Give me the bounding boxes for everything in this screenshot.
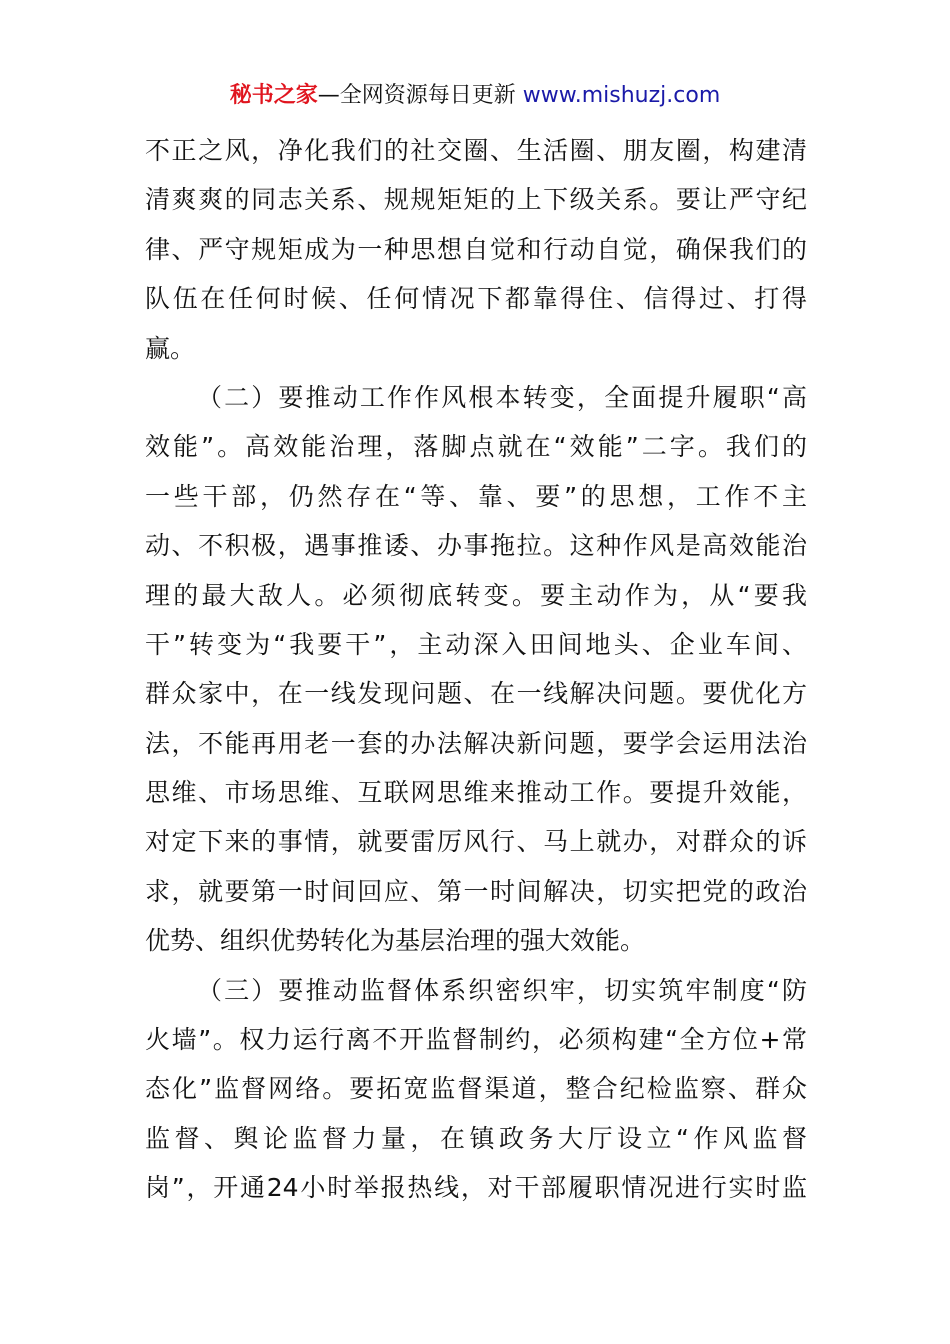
text-line: 岗”，开通24小时举报热线，对干部履职情况进行实时监 <box>145 1173 807 1203</box>
text-line: 效能”。高效能治理，落脚点就在“效能”二字。我们的 <box>145 432 807 462</box>
text-line: 求，就要第一时间回应、第一时间解决，切实把党的政治 <box>145 876 807 906</box>
text-line: 干”转变为“我要干”，主动深入田间地头、企业车间、 <box>145 629 807 659</box>
text-line: 思维、市场思维、互联网思维来推动工作。要提升效能， <box>145 778 807 808</box>
site-url-link[interactable]: www.mishuzj.com <box>522 83 721 108</box>
text-line: 理的最大敌人。必须彻底转变。要主动作为，从“要我 <box>145 580 807 610</box>
text-line: 清爽爽的同志关系、规规矩矩的上下级关系。要让严守纪 <box>145 185 807 215</box>
text-line: 动、不积极，遇事推诿、办事拖拉。这种作风是高效能治 <box>145 531 807 561</box>
text-line: 优势、组织优势转化为基层治理的强大效能。 <box>145 926 646 956</box>
paragraph-first-line: （三）要推动监督体系织密织牢，切实筑牢制度“防 <box>197 975 807 1005</box>
text-line: 群众家中，在一线发现问题、在一线解决问题。要优化方 <box>145 679 807 709</box>
text-line: 态化”监督网络。要拓宽监督渠道，整合纪检监察、群众 <box>145 1074 807 1104</box>
text-line: 法，不能再用老一套的办法解决新问题，要学会运用法治 <box>145 728 807 758</box>
paragraph-first-line: （二）要推动工作作风根本转变，全面提升履职“高 <box>197 382 807 412</box>
text-line: 监督、舆论监督力量，在镇政务大厅设立“作风监督 <box>145 1123 807 1153</box>
site-header <box>0 80 950 112</box>
text-line: 对定下来的事情，就要雷厉风行、马上就办，对群众的诉 <box>145 827 807 857</box>
site-brand: 秘书之家 <box>229 83 318 108</box>
text-line: 队伍在任何时候、任何情况下都靠得住、信得过、打得 <box>145 284 807 314</box>
document-body <box>145 126 807 1213</box>
text-line: 一些干部，仍然存在“等、靠、要”的思想，工作不主 <box>145 481 807 511</box>
text-line: 火墙”。权力运行离不开监督制约，必须构建“全方位+常 <box>145 1025 807 1055</box>
text-line: 律、严守规矩成为一种思想自觉和行动自觉，确保我们的 <box>145 234 807 264</box>
site-tagline: —全网资源每日更新 <box>317 83 523 108</box>
text-line: 赢。 <box>145 333 196 363</box>
text-line: 不正之风，净化我们的社交圈、生活圈、朋友圈，构建清 <box>145 136 807 165</box>
